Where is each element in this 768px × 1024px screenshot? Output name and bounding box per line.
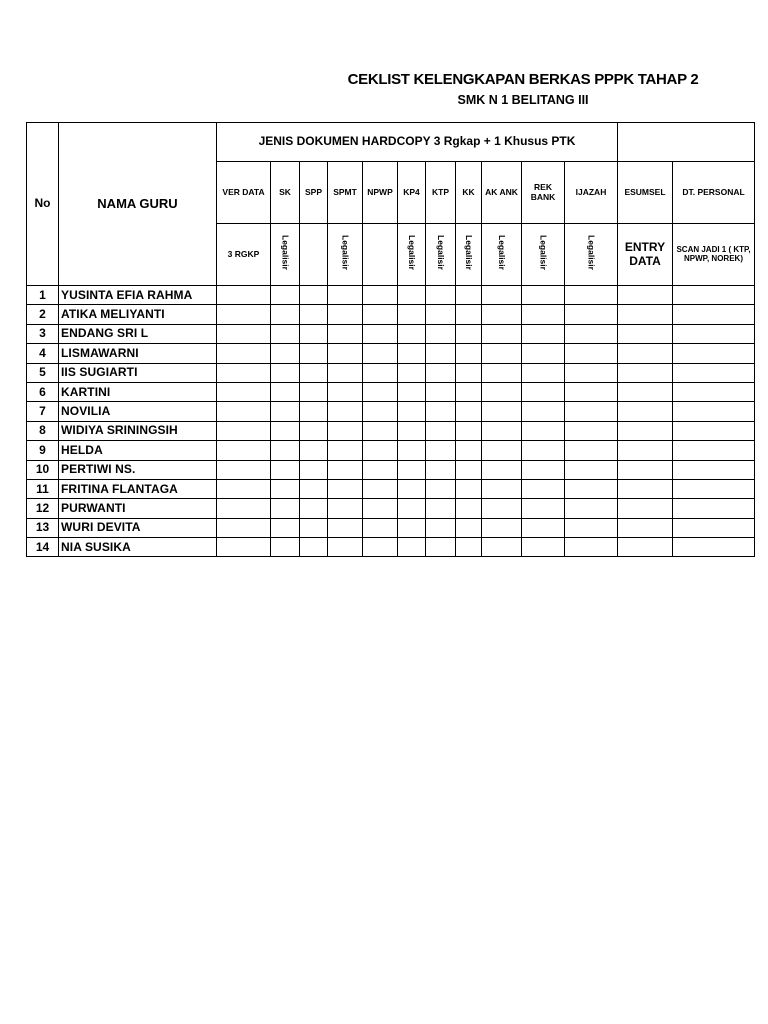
teacher-name: FRITINA FLANTAGA [59, 479, 217, 498]
check-cell-ktp[interactable] [426, 305, 456, 324]
check-cell-sk[interactable] [271, 363, 300, 382]
check-cell-kk[interactable] [456, 421, 482, 440]
subheader-legalisir [328, 224, 363, 286]
check-cell-ak-ank[interactable] [482, 344, 522, 363]
check-cell-dt-personal[interactable] [673, 305, 755, 324]
check-cell-spmt[interactable] [328, 305, 363, 324]
column-header-nama-guru: NAMA GURU [59, 123, 217, 286]
check-cell-npwp[interactable] [363, 305, 398, 324]
check-cell-spmt[interactable] [328, 460, 363, 479]
check-cell-spmt[interactable] [328, 286, 363, 305]
subheader-legalisir-label: Legalisir [586, 234, 597, 270]
check-cell-dt-personal[interactable] [673, 382, 755, 401]
check-cell-sk[interactable] [271, 421, 300, 440]
check-cell-ktp[interactable] [426, 538, 456, 557]
check-cell-ak-ank[interactable] [482, 499, 522, 518]
column-header-spmt: SPMT [328, 162, 363, 224]
check-cell-npwp[interactable] [363, 363, 398, 382]
table-row [27, 363, 755, 382]
check-cell-ak-ank[interactable] [482, 402, 522, 421]
check-cell-kk[interactable] [456, 499, 482, 518]
check-cell-ktp[interactable] [426, 363, 456, 382]
check-cell-dt-personal[interactable] [673, 538, 755, 557]
teacher-name: YUSINTA EFIA RAHMA [59, 286, 217, 305]
check-cell-ver-data[interactable] [217, 344, 271, 363]
check-cell-esumsel[interactable] [618, 344, 673, 363]
check-cell-kk[interactable] [456, 382, 482, 401]
check-cell-sk[interactable] [271, 402, 300, 421]
check-cell-spmt[interactable] [328, 479, 363, 498]
check-cell-npwp[interactable] [363, 538, 398, 557]
teacher-name: ATIKA MELIYANTI [59, 305, 217, 324]
check-cell-rek-bank[interactable] [522, 499, 565, 518]
check-cell-esumsel[interactable] [618, 538, 673, 557]
row-number: 2 [27, 305, 59, 324]
check-cell-ver-data[interactable] [217, 499, 271, 518]
row-number: 9 [27, 441, 59, 460]
check-cell-spp[interactable] [300, 344, 328, 363]
table-row [27, 286, 755, 305]
check-cell-esumsel[interactable] [618, 460, 673, 479]
row-number: 7 [27, 402, 59, 421]
check-cell-dt-personal[interactable] [673, 441, 755, 460]
check-cell-spp[interactable] [300, 460, 328, 479]
table-row [27, 518, 755, 537]
check-cell-kk[interactable] [456, 518, 482, 537]
check-cell-ver-data[interactable] [217, 305, 271, 324]
check-cell-ver-data[interactable] [217, 324, 271, 343]
row-number: 10 [27, 460, 59, 479]
check-cell-kk[interactable] [456, 324, 482, 343]
teacher-name: HELDA [59, 441, 217, 460]
table-row [27, 382, 755, 401]
check-cell-spp[interactable] [300, 324, 328, 343]
teacher-name: PERTIWI NS. [59, 460, 217, 479]
table-row [27, 344, 755, 363]
check-cell-kk[interactable] [456, 460, 482, 479]
check-cell-kk[interactable] [456, 479, 482, 498]
check-cell-spp[interactable] [300, 499, 328, 518]
table-row [27, 538, 755, 557]
check-cell-kp4[interactable] [398, 305, 426, 324]
check-cell-sk[interactable] [271, 460, 300, 479]
check-cell-esumsel[interactable] [618, 421, 673, 440]
check-cell-ijazah[interactable] [565, 305, 618, 324]
row-number: 11 [27, 479, 59, 498]
column-header-ktp: KTP [426, 162, 456, 224]
check-cell-kp4[interactable] [398, 441, 426, 460]
check-cell-ktp[interactable] [426, 286, 456, 305]
check-cell-ver-data[interactable] [217, 518, 271, 537]
check-cell-npwp[interactable] [363, 324, 398, 343]
check-cell-ijazah[interactable] [565, 499, 618, 518]
check-cell-ver-data[interactable] [217, 363, 271, 382]
check-cell-npwp[interactable] [363, 286, 398, 305]
column-header-kk: KK [456, 162, 482, 224]
check-cell-kp4[interactable] [398, 402, 426, 421]
check-cell-esumsel[interactable] [618, 363, 673, 382]
subheader-legalisir-label: Legalisir [538, 234, 549, 270]
check-cell-ver-data[interactable] [217, 479, 271, 498]
check-cell-dt-personal[interactable] [673, 460, 755, 479]
check-cell-dt-personal[interactable] [673, 344, 755, 363]
check-cell-rek-bank[interactable] [522, 305, 565, 324]
check-cell-ktp[interactable] [426, 479, 456, 498]
check-cell-sk[interactable] [271, 538, 300, 557]
check-cell-dt-personal[interactable] [673, 421, 755, 440]
check-cell-npwp[interactable] [363, 421, 398, 440]
row-number: 13 [27, 518, 59, 537]
check-cell-rek-bank[interactable] [522, 421, 565, 440]
subheader-legalisir-label: Legalisir [340, 234, 351, 270]
check-cell-ktp[interactable] [426, 382, 456, 401]
check-cell-spp[interactable] [300, 538, 328, 557]
check-cell-ak-ank[interactable] [482, 305, 522, 324]
check-cell-ijazah[interactable] [565, 286, 618, 305]
subheader-scan-jadi-1-ktp-npwp-norek: SCAN JADI 1 ( KTP, NPWP, NOREK) [673, 224, 755, 286]
check-cell-ktp[interactable] [426, 324, 456, 343]
subheader-legalisir-label: Legalisir [497, 234, 508, 270]
row-number: 4 [27, 344, 59, 363]
check-cell-spp[interactable] [300, 441, 328, 460]
table-row [27, 479, 755, 498]
check-cell-ak-ank[interactable] [482, 518, 522, 537]
subheader-3-rgkp: 3 RGKP [217, 224, 271, 286]
document-subtitle: SMK N 1 BELITANG III [457, 93, 589, 107]
check-cell-ver-data[interactable] [217, 421, 271, 440]
check-cell-spmt[interactable] [328, 344, 363, 363]
check-cell-esumsel[interactable] [618, 324, 673, 343]
check-cell-sk[interactable] [271, 286, 300, 305]
check-cell-spp[interactable] [300, 421, 328, 440]
teacher-name: IIS SUGIARTI [59, 363, 217, 382]
teacher-name: ENDANG SRI L [59, 324, 217, 343]
check-cell-kp4[interactable] [398, 363, 426, 382]
check-cell-spmt[interactable] [328, 363, 363, 382]
check-cell-kp4[interactable] [398, 421, 426, 440]
check-cell-spmt[interactable] [328, 421, 363, 440]
check-cell-spmt[interactable] [328, 499, 363, 518]
check-cell-esumsel[interactable] [618, 305, 673, 324]
check-cell-dt-personal[interactable] [673, 286, 755, 305]
check-cell-ver-data[interactable] [217, 538, 271, 557]
check-cell-sk[interactable] [271, 499, 300, 518]
check-cell-rek-bank[interactable] [522, 518, 565, 537]
check-cell-ijazah[interactable] [565, 479, 618, 498]
check-cell-spp[interactable] [300, 479, 328, 498]
check-cell-dt-personal[interactable] [673, 324, 755, 343]
check-cell-spmt[interactable] [328, 382, 363, 401]
check-cell-ver-data[interactable] [217, 286, 271, 305]
subheader-legalisir [426, 224, 456, 286]
teacher-name: WURI DEVITA [59, 518, 217, 537]
row-number: 14 [27, 538, 59, 557]
row-number: 12 [27, 499, 59, 518]
check-cell-dt-personal[interactable] [673, 499, 755, 518]
column-header-dt-personal: DT. PERSONAL [673, 162, 755, 224]
subheader-legalisir [565, 224, 618, 286]
check-cell-esumsel[interactable] [618, 479, 673, 498]
check-cell-spmt[interactable] [328, 441, 363, 460]
check-cell-npwp[interactable] [363, 382, 398, 401]
check-cell-ak-ank[interactable] [482, 382, 522, 401]
check-cell-kk[interactable] [456, 305, 482, 324]
check-cell-ver-data[interactable] [217, 460, 271, 479]
table-row [27, 402, 755, 421]
check-cell-kp4[interactable] [398, 382, 426, 401]
check-cell-npwp[interactable] [363, 479, 398, 498]
column-header-ak-ank: AK ANK [482, 162, 522, 224]
check-cell-ktp[interactable] [426, 421, 456, 440]
check-cell-esumsel[interactable] [618, 441, 673, 460]
check-cell-ktp[interactable] [426, 344, 456, 363]
check-cell-spmt[interactable] [328, 538, 363, 557]
check-cell-ver-data[interactable] [217, 382, 271, 401]
check-cell-kk[interactable] [456, 402, 482, 421]
table-row [27, 460, 755, 479]
check-cell-kp4[interactable] [398, 286, 426, 305]
table-row [27, 324, 755, 343]
check-cell-rek-bank[interactable] [522, 382, 565, 401]
checklist-table [26, 122, 755, 557]
teacher-name: WIDIYA SRININGSIH [59, 421, 217, 440]
check-cell-ijazah[interactable] [565, 421, 618, 440]
check-cell-dt-personal[interactable] [673, 518, 755, 537]
check-cell-sk[interactable] [271, 305, 300, 324]
check-cell-kp4[interactable] [398, 460, 426, 479]
teacher-name: PURWANTI [59, 499, 217, 518]
check-cell-npwp[interactable] [363, 499, 398, 518]
check-cell-ak-ank[interactable] [482, 479, 522, 498]
check-cell-sk[interactable] [271, 441, 300, 460]
check-cell-ak-ank[interactable] [482, 421, 522, 440]
check-cell-rek-bank[interactable] [522, 324, 565, 343]
check-cell-ijazah[interactable] [565, 402, 618, 421]
check-cell-rek-bank[interactable] [522, 441, 565, 460]
subheader-legalisir [522, 224, 565, 286]
row-number: 6 [27, 382, 59, 401]
check-cell-sk[interactable] [271, 382, 300, 401]
check-cell-esumsel[interactable] [618, 382, 673, 401]
check-cell-ak-ank[interactable] [482, 460, 522, 479]
subheader-entry-data: ENTRY DATA [618, 224, 673, 286]
check-cell-npwp[interactable] [363, 518, 398, 537]
subheader-legalisir-label: Legalisir [280, 234, 291, 270]
check-cell-rek-bank[interactable] [522, 286, 565, 305]
check-cell-ijazah[interactable] [565, 441, 618, 460]
check-cell-dt-personal[interactable] [673, 402, 755, 421]
column-header-spp: SPP [300, 162, 328, 224]
subheader-legalisir-label: Legalisir [407, 234, 418, 270]
table-row [27, 499, 755, 518]
row-number: 5 [27, 363, 59, 382]
subheader-legalisir [482, 224, 522, 286]
check-cell-sk[interactable] [271, 344, 300, 363]
subheader-legalisir-label: Legalisir [436, 234, 447, 270]
check-cell-ak-ank[interactable] [482, 441, 522, 460]
column-group-header-empty [618, 123, 755, 162]
column-header-esumsel: ESUMSEL [618, 162, 673, 224]
check-cell-rek-bank[interactable] [522, 538, 565, 557]
check-cell-rek-bank[interactable] [522, 479, 565, 498]
check-cell-spp[interactable] [300, 518, 328, 537]
check-cell-npwp[interactable] [363, 460, 398, 479]
table-row [27, 421, 755, 440]
check-cell-kp4[interactable] [398, 324, 426, 343]
table-row [27, 305, 755, 324]
check-cell-ijazah[interactable] [565, 324, 618, 343]
check-cell-spp[interactable] [300, 402, 328, 421]
check-cell-kk[interactable] [456, 286, 482, 305]
check-cell-kp4[interactable] [398, 479, 426, 498]
check-cell-rek-bank[interactable] [522, 460, 565, 479]
check-cell-ak-ank[interactable] [482, 538, 522, 557]
check-cell-npwp[interactable] [363, 402, 398, 421]
column-header-sk: SK [271, 162, 300, 224]
check-cell-ktp[interactable] [426, 499, 456, 518]
subheader-legalisir [456, 224, 482, 286]
check-cell-spp[interactable] [300, 305, 328, 324]
check-cell-esumsel[interactable] [618, 499, 673, 518]
check-cell-esumsel[interactable] [618, 402, 673, 421]
check-cell-kk[interactable] [456, 363, 482, 382]
check-cell-dt-personal[interactable] [673, 479, 755, 498]
check-cell-npwp[interactable] [363, 441, 398, 460]
header-row-group [27, 123, 755, 162]
check-cell-spmt[interactable] [328, 518, 363, 537]
row-number: 1 [27, 286, 59, 305]
check-cell-spp[interactable] [300, 363, 328, 382]
check-cell-ijazah[interactable] [565, 538, 618, 557]
check-cell-ijazah[interactable] [565, 344, 618, 363]
check-cell-ak-ank[interactable] [482, 324, 522, 343]
document-title: CEKLIST KELENGKAPAN BERKAS PPPK TAHAP 2 [347, 71, 699, 88]
check-cell-kp4[interactable] [398, 499, 426, 518]
check-cell-dt-personal[interactable] [673, 363, 755, 382]
check-cell-ijazah[interactable] [565, 382, 618, 401]
table-row [27, 441, 755, 460]
subheader-empty [363, 224, 398, 286]
column-header-ijazah: IJAZAH [565, 162, 618, 224]
check-cell-kp4[interactable] [398, 344, 426, 363]
subheader-legalisir [271, 224, 300, 286]
subheader-empty [300, 224, 328, 286]
check-cell-esumsel[interactable] [618, 286, 673, 305]
teacher-name: NIA SUSIKA [59, 538, 217, 557]
check-cell-ktp[interactable] [426, 460, 456, 479]
check-cell-kk[interactable] [456, 441, 482, 460]
check-cell-sk[interactable] [271, 324, 300, 343]
column-header-kp4: KP4 [398, 162, 426, 224]
check-cell-ijazah[interactable] [565, 518, 618, 537]
teacher-name: KARTINI [59, 382, 217, 401]
subheader-legalisir [398, 224, 426, 286]
check-cell-rek-bank[interactable] [522, 402, 565, 421]
teacher-name: NOVILIA [59, 402, 217, 421]
check-cell-sk[interactable] [271, 518, 300, 537]
check-cell-ver-data[interactable] [217, 402, 271, 421]
check-cell-kp4[interactable] [398, 538, 426, 557]
check-cell-ktp[interactable] [426, 441, 456, 460]
row-number: 3 [27, 324, 59, 343]
check-cell-spp[interactable] [300, 286, 328, 305]
subheader-legalisir-label: Legalisir [464, 234, 475, 270]
check-cell-ak-ank[interactable] [482, 363, 522, 382]
check-cell-spmt[interactable] [328, 402, 363, 421]
check-cell-esumsel[interactable] [618, 518, 673, 537]
check-cell-rek-bank[interactable] [522, 363, 565, 382]
check-cell-ktp[interactable] [426, 402, 456, 421]
check-cell-npwp[interactable] [363, 344, 398, 363]
column-header-rek-bank: REK BANK [522, 162, 565, 224]
check-cell-ktp[interactable] [426, 518, 456, 537]
check-cell-ak-ank[interactable] [482, 286, 522, 305]
check-cell-rek-bank[interactable] [522, 344, 565, 363]
check-cell-kp4[interactable] [398, 518, 426, 537]
column-header-npwp: NPWP [363, 162, 398, 224]
column-header-ver-data: VER DATA [217, 162, 271, 224]
check-cell-ver-data[interactable] [217, 441, 271, 460]
check-cell-ijazah[interactable] [565, 460, 618, 479]
column-header-no: No [27, 123, 59, 286]
check-cell-kk[interactable] [456, 344, 482, 363]
check-cell-ijazah[interactable] [565, 363, 618, 382]
column-group-header-hardcopy: JENIS DOKUMEN HARDCOPY 3 Rgkap + 1 Khusus PTK [217, 123, 618, 162]
check-cell-sk[interactable] [271, 479, 300, 498]
row-number: 8 [27, 421, 59, 440]
check-cell-spp[interactable] [300, 382, 328, 401]
check-cell-spmt[interactable] [328, 324, 363, 343]
check-cell-kk[interactable] [456, 538, 482, 557]
teacher-name: LISMAWARNI [59, 344, 217, 363]
